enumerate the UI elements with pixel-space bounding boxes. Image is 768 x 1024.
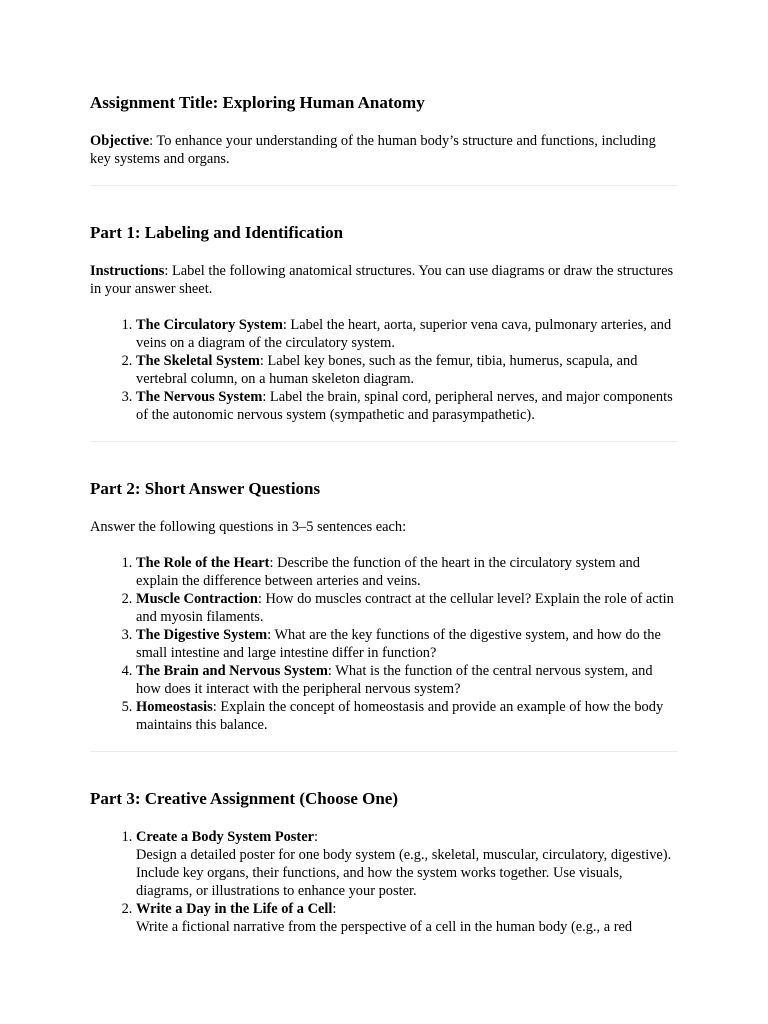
item-suffix: :	[332, 901, 337, 917]
part2-heading: Part 2: Short Answer Questions	[90, 479, 321, 498]
item-text: : What is the function of the central nervous system, and how does it interact with the peripheral nervous system?	[136, 663, 653, 697]
item-text: : What are the key functions of the digestive system, and how do the small intestine and large intestine differ in function?	[136, 627, 661, 661]
instructions-text: : Label the following anatomical structures. You can use diagrams or draw the structures in your answer sheet.	[90, 263, 674, 297]
part3-list	[90, 828, 678, 936]
item-text: : Label the brain, spinal cord, peripheral nerves, and major components of the autonomic nervous system (sympathetic and parasympathetic).	[136, 389, 673, 423]
item-label: Muscle Contraction	[136, 591, 258, 607]
list-item	[136, 698, 678, 734]
item-label: The Role of the Heart	[136, 555, 270, 571]
list-item	[136, 900, 678, 936]
item-label: The Skeletal System	[136, 353, 260, 369]
list-item	[136, 626, 678, 662]
part1-heading: Part 1: Labeling and Identification	[90, 223, 344, 242]
item-text: : Label key bones, such as the femur, tibia, humerus, scapula, and vertebral column, on a human skeleton diagram.	[136, 353, 638, 387]
item-text: Write a fictional narrative from the perspective of a cell in the human body (e.g., a red	[136, 919, 633, 935]
objective-text: : To enhance your understanding of the human body’s structure and functions, including key systems and organs.	[90, 133, 656, 167]
item-label: Write a Day in the Life of a Cell	[136, 901, 333, 917]
item-text: Design a detailed poster for one body system (e.g., skeletal, muscular, circulatory, digestive). Include key organs, their functions, and how the system works together. Use visuals, diagrams, or illustrations to enhance your poster.	[136, 847, 672, 899]
list-item	[136, 662, 678, 698]
objective-label: Objective	[90, 133, 150, 149]
list-item	[136, 828, 678, 900]
list-item	[136, 590, 678, 626]
item-label: The Circulatory System	[136, 317, 283, 333]
part1-instructions	[90, 262, 678, 298]
item-label: Homeostasis	[136, 699, 213, 715]
item-label: The Brain and Nervous System	[136, 663, 328, 679]
item-text: : How do muscles contract at the cellular level? Explain the role of actin and myosin filaments.	[136, 591, 674, 625]
item-text: : Explain the concept of homeostasis and provide an example of how the body maintains this balance.	[136, 699, 664, 733]
item-suffix: :	[313, 829, 318, 845]
item-label: Create a Body System Poster	[136, 829, 314, 845]
part2-intro: Answer the following questions in 3–5 sentences each:	[90, 519, 407, 535]
assignment-title: Assignment Title: Exploring Human Anatomy	[90, 93, 425, 112]
item-text: : Describe the function of the heart in the circulatory system and explain the difference between arteries and veins.	[136, 555, 640, 589]
instructions-label: Instructions	[90, 263, 165, 279]
list-item	[136, 316, 678, 352]
part3-heading: Part 3: Creative Assignment (Choose One)	[90, 789, 399, 808]
list-item	[136, 554, 678, 590]
objective-paragraph	[90, 132, 678, 168]
list-item	[136, 352, 678, 388]
part2-list	[90, 554, 678, 734]
list-item	[136, 388, 678, 424]
item-text: : Label the heart, aorta, superior vena cava, pulmonary arteries, and veins on a diagram of the circulatory system.	[136, 317, 672, 351]
part1-list	[90, 316, 678, 424]
item-label: The Nervous System	[136, 389, 263, 405]
item-label: The Digestive System	[136, 627, 268, 643]
